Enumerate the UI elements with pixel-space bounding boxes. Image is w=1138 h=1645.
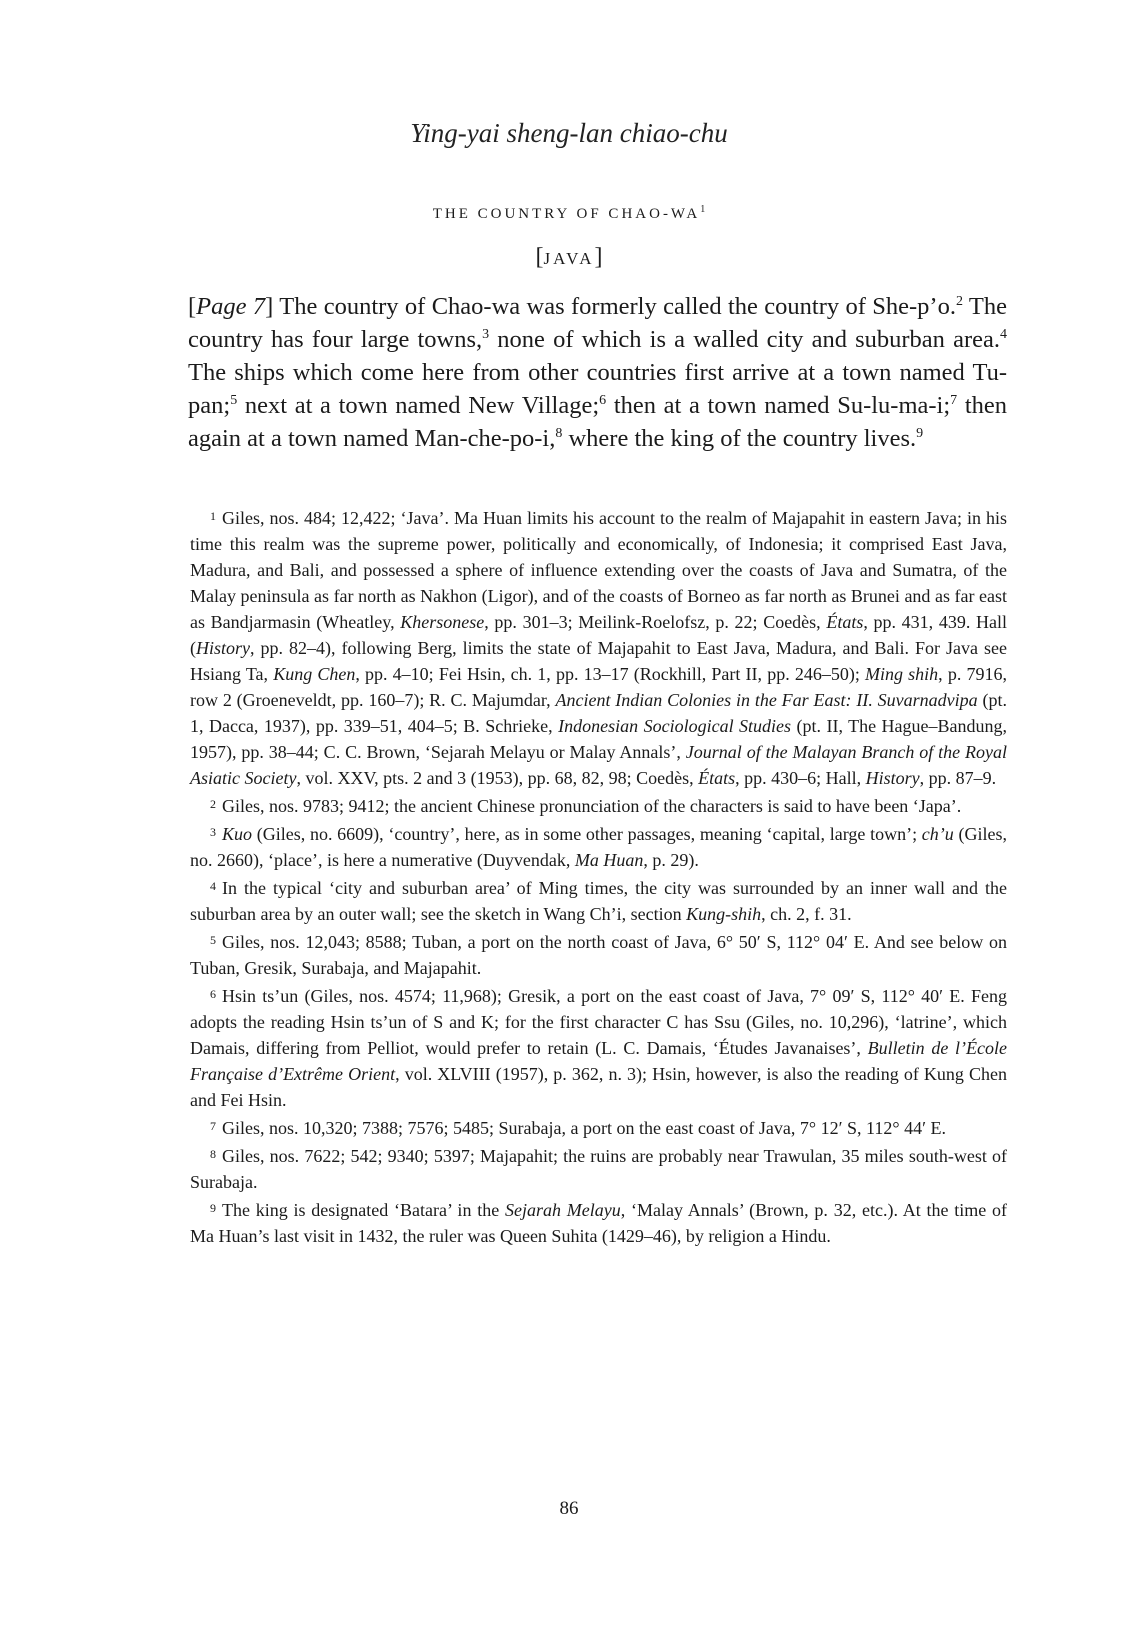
italic-text: Indonesian Sociological Studies: [558, 716, 792, 736]
footnote-marker: 5: [230, 392, 238, 408]
footnote-number: 3: [210, 825, 216, 839]
text-run: (pt. II, The Hague–Bandung, 1957), pp. 38–44; C. C. Brown, ‘Sejarah Melayu or Malay Annals’,: [190, 716, 1008, 762]
footnote-number: 5: [210, 933, 216, 947]
footnote: [190, 927, 1007, 981]
italic-text: Ancient Indian Colonies in the Far East: II. Suvarnadvipa: [555, 690, 978, 710]
italic-text: États: [698, 768, 736, 788]
subheading-text: JAVA: [543, 249, 595, 268]
italic-text: Kung-shih: [686, 904, 762, 924]
italic-text: Journal of the Malayan Branch of the Royal Asiatic Society: [190, 742, 1008, 788]
footnote: [190, 819, 1007, 873]
text-run: Giles, nos. 10,320; 7388; 7576; 5485; Surabaja, a port on the east coast of Java, 7° 12′ S, 112° 44′ E.: [222, 1118, 947, 1138]
text-run: , vol. XXV, pts. 2 and 3 (1953), pp. 68, 82, 98; Coedès,: [296, 768, 699, 788]
italic-text: History: [196, 638, 250, 658]
page-number: 86: [559, 1498, 579, 1519]
footnote: [190, 791, 1007, 819]
footnote: [190, 1141, 1007, 1195]
footnote-marker: 8: [555, 425, 563, 441]
footnote-marker: 6: [599, 392, 607, 408]
italic-text: Bulletin de l’École Française d’Extrême Orient: [190, 1038, 1007, 1084]
italic-text: Ming shih: [865, 664, 939, 684]
footnote-marker: 9: [916, 425, 924, 441]
italic-text: Kuo: [222, 824, 253, 844]
footnote-number: 8: [210, 1147, 216, 1161]
italic-text: États: [826, 612, 864, 632]
footnote: [190, 981, 1007, 1113]
italic-text: Ma Huan: [574, 850, 644, 870]
text-run: In the typical ‘city and suburban area’ of Ming times, the city was surrounded by an inner wall and the suburban area by an outer wall; see the sketch in Wang Ch’i, section: [190, 878, 1007, 924]
italic-text: Sejarah Melayu: [504, 1200, 621, 1220]
text-run: next at a town named New Village;: [237, 392, 600, 419]
text-run: , p. 7916, row 2 (Groeneveldt, pp. 160–7); R. C. Majumdar,: [190, 664, 1007, 710]
text-run: , pp. 430–6; Hall,: [735, 768, 866, 788]
text-run: Giles, nos. 9783; 9412; the ancient Chinese pronunciation of the characters is said to have been ‘Japa’.: [222, 796, 962, 816]
footnotes: [190, 503, 1007, 1249]
section-heading: [0, 204, 1138, 223]
section-subheading: [0, 244, 1138, 271]
running-title: Ying-yai sheng-lan chiao-chu: [410, 118, 728, 148]
text-run: (Giles, no. 2660), ‘place’, is here a numerative (Duyvendak,: [190, 824, 1007, 870]
footnote-marker: 4: [1000, 326, 1008, 342]
text-run: The ships which come here from other countries first arrive at a town named Tu-pan;: [188, 359, 1007, 419]
footnote: [190, 503, 1007, 791]
subheading-close-bracket: ]: [594, 244, 603, 270]
footnote: [190, 873, 1007, 927]
section-heading-note: 1: [700, 204, 706, 215]
italic-text: Khersonese: [400, 612, 485, 632]
text-run: then again at a town named Man-che-po-i,: [188, 392, 1008, 452]
footnote-number: 2: [210, 797, 216, 811]
subheading-open-bracket: [: [535, 244, 544, 270]
text-run: , vol. XLVIII (1957), p. 362, n. 3); Hsin, however, is also the reading of Kung Chen and Fei Hsin.: [190, 1064, 1007, 1110]
text-run: , p. 29).: [643, 850, 699, 870]
text-run: where the king of the country lives.: [562, 425, 917, 452]
page-reference: Page 7: [196, 293, 266, 320]
text-run: , ch. 2, f. 31.: [761, 904, 852, 924]
text-run: Giles, nos. 484; 12,422; ‘Java’. Ma Huan limits his account to the realm of Majapahit in eastern Java; in his time this realm was the supreme power, politically and economically, of Indonesia; it comprised East Java, Madura, and Bali, and possessed a sphere of influence extending over the coasts of Java and Sumatra, of the Malay peninsula as far north as Nakhon (Ligor), and of the coasts of Borneo as far north as Brunei and as far east as Bandjarmasin (Wheatley,: [190, 508, 1007, 632]
footnote-number: 9: [210, 1201, 216, 1215]
text-run: none of which is a walled city and suburban area.: [489, 326, 1001, 353]
footnote-number: 4: [210, 879, 216, 893]
text-run: , pp. 87–9.: [919, 768, 997, 788]
text-run: , pp. 4–10; Fei Hsin, ch. 1, pp. 13–17 (Rockhill, Part II, pp. 246–50);: [355, 664, 866, 684]
footnote: [190, 1195, 1007, 1249]
footnote-marker: 7: [950, 392, 958, 408]
text-run: Hsin ts’un (Giles, nos. 4574; 11,968); Gresik, a port on the east coast of Java, 7° 09′ S, 112° 40′ E. Feng adopts the reading Hsin ts’un of S and K; for the first character C has Ssu (Giles, no. 10,296), ‘latrine’, which Damais, differing from Pelliot, would prefer to retain (L. C. Damais, ‘Études Javanaises’,: [190, 986, 1007, 1058]
footnote-number: 7: [210, 1119, 216, 1133]
footnote-marker: 3: [482, 326, 490, 342]
text-run: (Giles, no. 6609), ‘country’, here, as in some other passages, meaning ‘capital, large town’;: [252, 824, 922, 844]
text-run: , pp. 82–4), following Berg, limits the state of Majapahit to East Java, Madura, and Bali. For Java see Hsiang Ta,: [190, 638, 1007, 684]
text-run: , pp. 301–3; Meilink-Roelofsz, p. 22; Coedès,: [484, 612, 827, 632]
main-paragraph-body: [188, 293, 1007, 452]
text-run: then at a town named Su-lu-ma-i;: [606, 392, 951, 419]
text-run: The king is designated ‘Batara’ in the: [222, 1200, 505, 1220]
footnote-marker: 2: [955, 293, 963, 309]
text-run: , pp. 431, 439. Hall (: [190, 612, 1007, 658]
main-paragraph: [Page 7] The country of Chao-wa was formerly called the country of She-p’o.$^2$ The country has four large towns,$^3$ none of which is a walled city and suburban area.$^4$ The ships which come here from other countries first arrive at a town named Tu-pan;$^5$ next at a town named New Village;$^6$ then at a town named Su-lu-ma-i;$^7$ then again at a town named Man-che-po-i,$^8$ where the king of the country lives.$^9$: [188, 293, 1008, 452]
italic-text: Kung Chen: [273, 664, 356, 684]
footnote-number: 1: [210, 509, 216, 523]
italic-text: History: [865, 768, 920, 788]
footnote: [190, 1113, 1007, 1141]
text-run: , ‘Malay Annals’ (Brown, p. 32, etc.). At the time of Ma Huan’s last visit in 1432, the ruler was Queen Suhita (1429–46), by religion a Hindu.: [190, 1200, 1008, 1246]
footnote-number: 6: [210, 987, 216, 1001]
italic-text: ch’u: [921, 824, 954, 844]
text-run: Giles, nos. 12,043; 8588; Tuban, a port on the north coast of Java, 6° 50′ S, 112° 04′ E. And see below on Tuban, Gresik, Surabaja, and Majapahit.: [190, 932, 1007, 978]
text-run: Giles, nos. 7622; 542; 9340; 5397; Majapahit; the ruins are probably near Trawulan, 35 miles south-west of Surabaja.: [190, 1146, 1007, 1192]
text-run: (pt. 1, Dacca, 1937), pp. 339–51, 404–5; B. Schrieke,: [190, 690, 1007, 736]
section-heading-text: THE COUNTRY OF CHAO-WA: [432, 206, 701, 222]
text-run: The country has four large towns,: [188, 293, 1007, 353]
text-run: The country of Chao-wa was formerly called the country of She-p’o.: [279, 293, 956, 320]
